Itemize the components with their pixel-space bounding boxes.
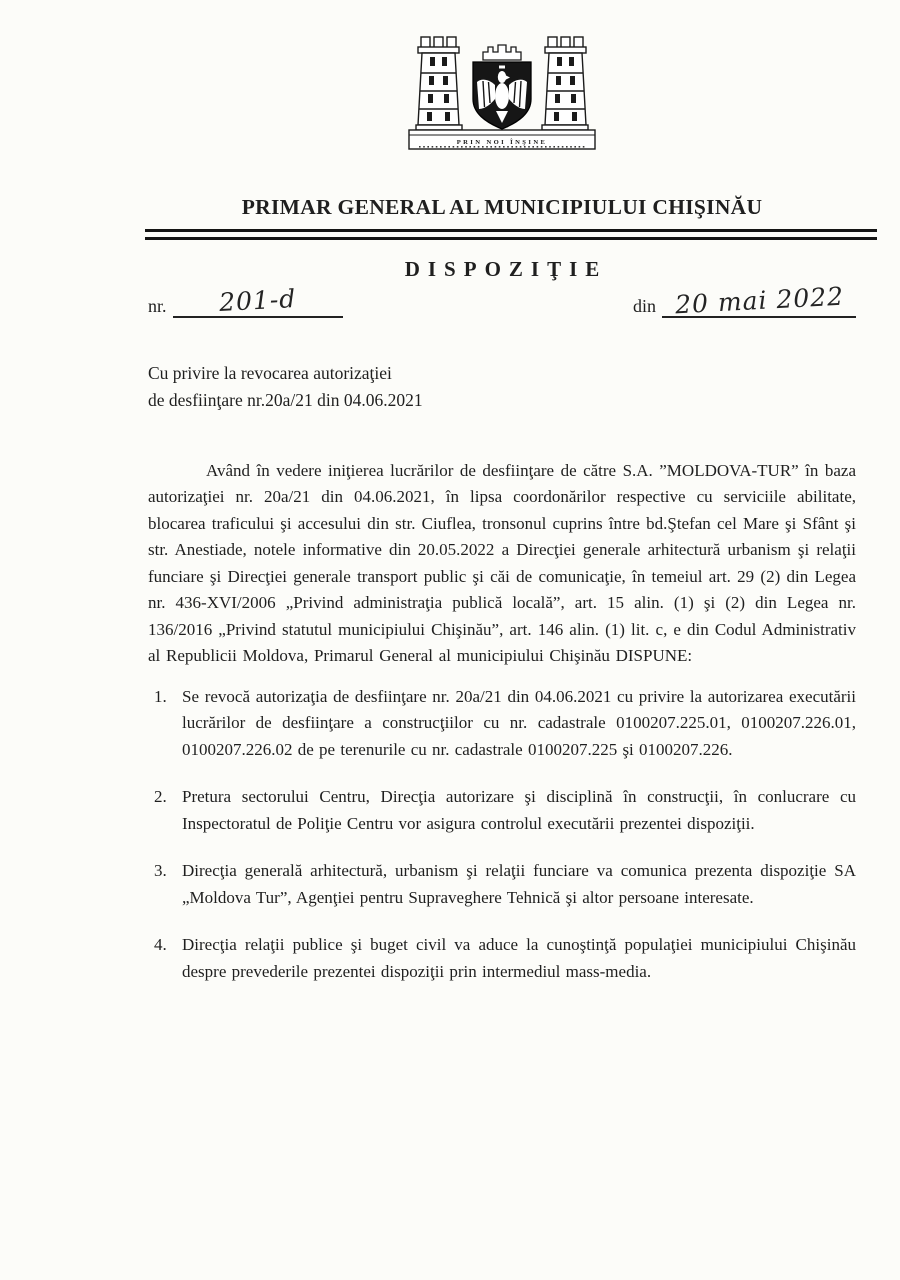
list-item-4 (148, 932, 856, 985)
number-blank-line (173, 284, 343, 318)
item-number: 3. (154, 861, 167, 880)
list-item-3 (148, 858, 856, 911)
crown-icon (483, 45, 521, 60)
item-text: Direcţia generală arhitectură, urbanism şi relaţii funciare va comunica prezenta dispoziţie SA „Moldova Tur”, Agenţiei pentru Supraveghere Tehnică şi altor persoane interesate. (182, 861, 856, 907)
list-item-2 (148, 784, 856, 837)
date-value-handwritten: 20 mai 2022 (673, 281, 845, 319)
date-blank-line (662, 281, 856, 319)
document-number-group (148, 284, 343, 318)
subject-line-2: de desfiinţare nr.20a/21 din 04.06.2021 (148, 389, 423, 410)
coat-of-arms-drawing (407, 33, 597, 159)
item-text: Se revocă autorizaţia de desfiinţare nr. 20a/21 din 04.06.2021 cu privire la autorizarea executării lucrărilor de desfiinţare a construcţiilor cu nr. cadastrale 0100207.225.01, 0100207.226.01, 0100207.226.02 de pe terenurile cu nr. cadastrale 0100207.225 şi 0100207.226. (182, 686, 856, 759)
item-number: 1. (154, 686, 167, 706)
institution-name: PRIMAR GENERAL AL MUNICIPIULUI CHIŞINĂU (241, 195, 763, 219)
document-date-group (632, 281, 856, 319)
left-tower-icon (416, 37, 462, 130)
item-text: Pretura sectorului Centru, Direcţia autorizare şi disciplină în construcţii, în conlucrare cu Inspectoratul de Poliţie Centru vor asigura controlul executării prezentei dispoziţii. (182, 787, 856, 833)
item-text: Direcţia relaţii publice şi buget civil va aduce la cunoştinţă populaţiei municipiului Chişinău despre prevederile prezentei dispoziţii prin intermediul mass-media. (182, 935, 856, 981)
number-label: nr. (148, 295, 167, 316)
item-number: 4. (154, 935, 167, 954)
number-date-row (148, 281, 856, 319)
document-title: DISPOZIŢIE (404, 256, 608, 281)
right-tower-icon (542, 37, 588, 130)
date-label: din (632, 295, 656, 316)
dispositions-list (148, 684, 856, 986)
number-value-handwritten: 201-d (218, 283, 297, 317)
subject-block (148, 360, 856, 414)
emblem-motto: PRIN NOI ÎNŞINE (456, 139, 548, 146)
plinth (409, 130, 595, 149)
preamble-paragraph: Având în vedere iniţierea lucrărilor de desfiinţare de către S.A. ”MOLDOVA-TUR” în baza autorizaţiei nr. 20a/21 din 04.06.2021, în lipsa coordonărilor respective cu serviciile abilitate, blocarea traficului şi accesului din str. Ciuflea, tronsonul cuprins între bd.Ştefan cel Mare şi Sfânt şi str. Anestiade, notele informative din 20.05.2022 a Direcţiei generale arhitectură urbanism şi relaţii funciare şi Direcţiei generale transport public şi căi de comunicaţie, în temeiul art. 29 (2) din Legea nr. 436-XVI/2006 „Privind administraţia publică locală”, art. 15 alin. (1) şi (2) din Legea nr. 136/2016 „Privind statutul municipiului Chişinău”, art. 146 alin. (1) lit. c, e din Codul Administrativ al Republicii Moldova, Primarul General al municipiului Chişinău DISPUNE: (148, 460, 856, 665)
list-item-1 (148, 684, 856, 764)
coat-of-arms (407, 33, 597, 159)
item-number: 2. (154, 787, 167, 806)
subject-line-1: Cu privire la revocarea autorizaţiei (148, 362, 392, 383)
header-divider (145, 229, 877, 240)
